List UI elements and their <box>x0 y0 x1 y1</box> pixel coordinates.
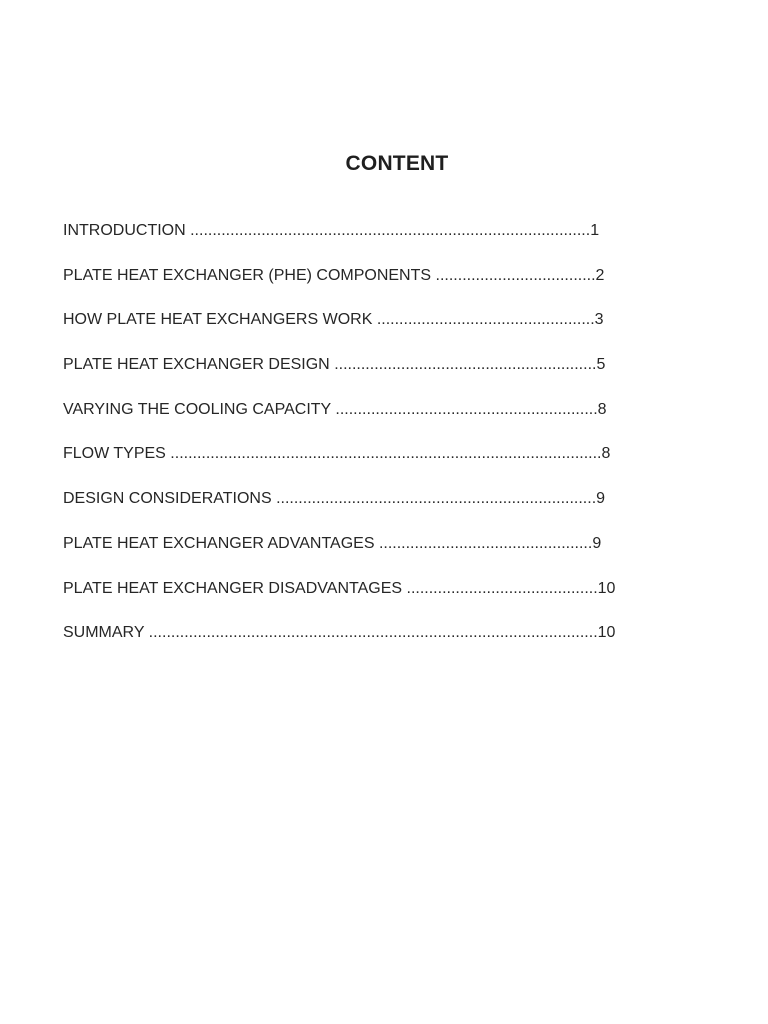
toc-entry-page: 2 <box>595 266 605 284</box>
toc-entry-leader: ................................................ <box>378 534 593 552</box>
toc-entry-leader: ................................................. <box>376 311 595 329</box>
toc-entry <box>63 622 615 667</box>
toc-entry-label: DESIGN CONSIDERATIONS <box>63 490 272 508</box>
toc-entry-label: FLOW TYPES <box>63 445 166 463</box>
toc-entry <box>63 265 615 310</box>
toc-entry <box>63 220 615 265</box>
toc-entry-label: PLATE HEAT EXCHANGER ADVANTAGES <box>63 534 375 552</box>
toc-entry-leader: .................................... <box>435 266 596 284</box>
toc-entry-page: 9 <box>592 534 602 552</box>
toc-entry-label: PLATE HEAT EXCHANGER DESIGN <box>63 356 330 374</box>
toc-entry-page: 9 <box>596 490 606 508</box>
toc-entry <box>63 533 615 578</box>
table-of-contents <box>63 220 615 667</box>
toc-entry-leader: ................................................................................................. <box>170 445 602 463</box>
toc-entry-page: 5 <box>596 356 606 374</box>
toc-entry <box>63 354 615 399</box>
page-title: CONTENT <box>345 152 449 175</box>
toc-entry-page: 8 <box>597 400 607 418</box>
toc-entry <box>63 443 615 488</box>
toc-entry-label: INTRODUCTION <box>63 222 186 239</box>
toc-entry-page: 3 <box>594 311 604 329</box>
toc-entry <box>63 578 615 623</box>
toc-entry-page: 8 <box>601 445 611 463</box>
toc-entry <box>63 488 615 533</box>
toc-entry-leader: ..................................................................................................... <box>148 624 598 642</box>
toc-entry-page: 1 <box>590 222 600 239</box>
toc-entry-label: SUMMARY <box>63 624 145 642</box>
toc-entry-leader: ........................................................... <box>334 356 597 374</box>
toc-entry-label: VARYING THE COOLING CAPACITY <box>63 400 331 418</box>
toc-entry-label: HOW PLATE HEAT EXCHANGERS WORK <box>63 311 373 329</box>
toc-entry-label: PLATE HEAT EXCHANGER (PHE) COMPONENTS <box>63 266 432 284</box>
toc-entry-leader: ........................................................................ <box>276 490 597 508</box>
toc-entry <box>63 399 615 444</box>
toc-entry-leader: ........................................... <box>406 579 598 597</box>
toc-entry-leader: .......................................................................................... <box>190 222 591 239</box>
toc-entry <box>63 309 615 354</box>
toc-entry-page: 10 <box>597 579 616 597</box>
toc-entry-leader: ........................................................... <box>335 400 598 418</box>
toc-entry-label: PLATE HEAT EXCHANGER DISADVANTAGES <box>63 579 403 597</box>
toc-entry-page: 10 <box>597 624 616 642</box>
